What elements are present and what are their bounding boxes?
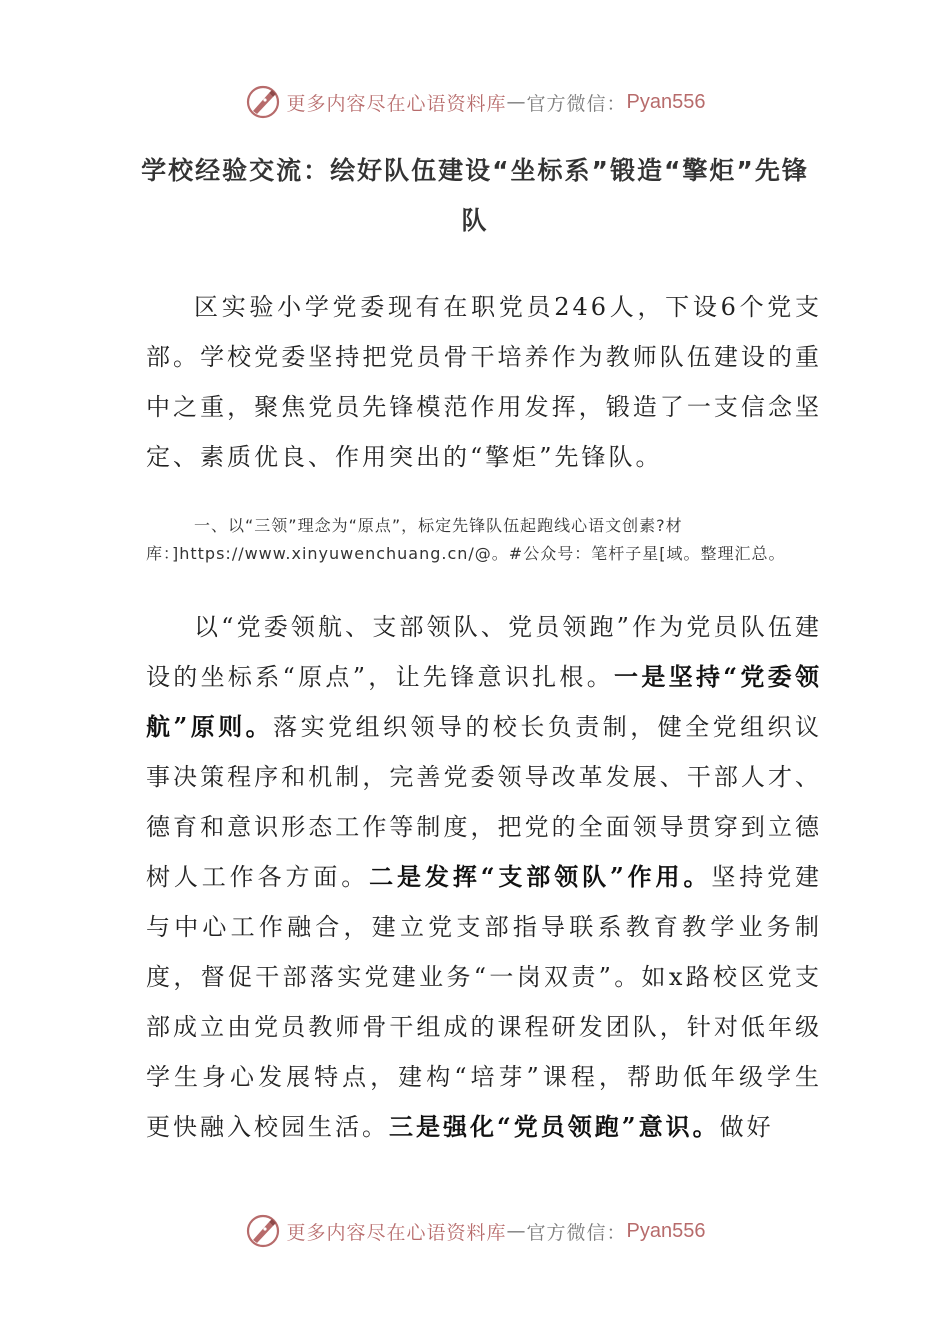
bold-point-2: 二是发挥“支部领队”作用。 [369, 862, 712, 891]
body-paragraph [146, 602, 822, 1152]
header-banner [0, 82, 950, 122]
body-text-1: 以“党委领航、支部领队、党员领跑”作为党员队伍建设的坐标系“原点”，让先锋意识扎根。 [146, 613, 822, 691]
pen-nib-logo-icon [245, 84, 281, 120]
banner-wechat-id: Pyan556 [626, 1219, 706, 1242]
intro-paragraph: 区实验小学党委现有在职党员246人，下设6个党支部。学校党委坚持把党员骨干培养作为教师队伍建设的重中之重，聚焦党员先锋模范作用发挥，锻造了一支信念坚定、素质优良、作用突出的“擎炬”先锋队。 [146, 293, 822, 471]
footer-banner [0, 1211, 950, 1251]
banner-brand-text: 更多内容尽在心语资料库 [286, 92, 507, 115]
body-text-4: 做好 [719, 1113, 774, 1141]
banner-brand-text: 更多内容尽在心语资料库 [286, 1221, 507, 1244]
bold-point-1: 一是坚持“党委领航”原则。 [146, 662, 822, 741]
pen-nib-logo-icon [245, 1213, 281, 1249]
banner-wechat-id: Pyan556 [626, 90, 706, 113]
bold-point-3: 三是强化“党员领跑”意识。 [389, 1112, 720, 1141]
document-title: 学校经验交流：绘好队伍建设“坐标系”锻造“擎炬”先锋队 [141, 156, 809, 235]
banner-separator: — [506, 1220, 527, 1242]
banner-separator: — [506, 91, 527, 113]
body-text-2: 落实党组织领导的校长负责制，健全党组织议事决策程序和机制，完善党委领导改革发展、干部人才、德育和意识形态工作等制度，把党的全面领导贯穿到立德树人工作各方面。 [146, 713, 822, 891]
banner-wechat-label: 官方微信： [526, 92, 627, 115]
body-text-3: 坚持党建与中心工作融合，建立党支部指导联系教育教学业务制度，督促干部落实党建业务“一岗双责”。如x路校区党支部成立由党员教师骨干组成的课程研发团队，针对低年级学生身心发展特点，建构“培芽”课程，帮助低年级学生更快融入校园生活。 [146, 863, 823, 1141]
banner-wechat-label: 官方微信： [526, 1221, 627, 1244]
section-heading-note: 一、以“三领”理念为“原点”，标定先锋队伍起跑线心语文创素?材库：]https://www.xinyuwenchuang.cn/@。#公众号：笔杆子星[域。整理汇总。 [146, 516, 786, 563]
